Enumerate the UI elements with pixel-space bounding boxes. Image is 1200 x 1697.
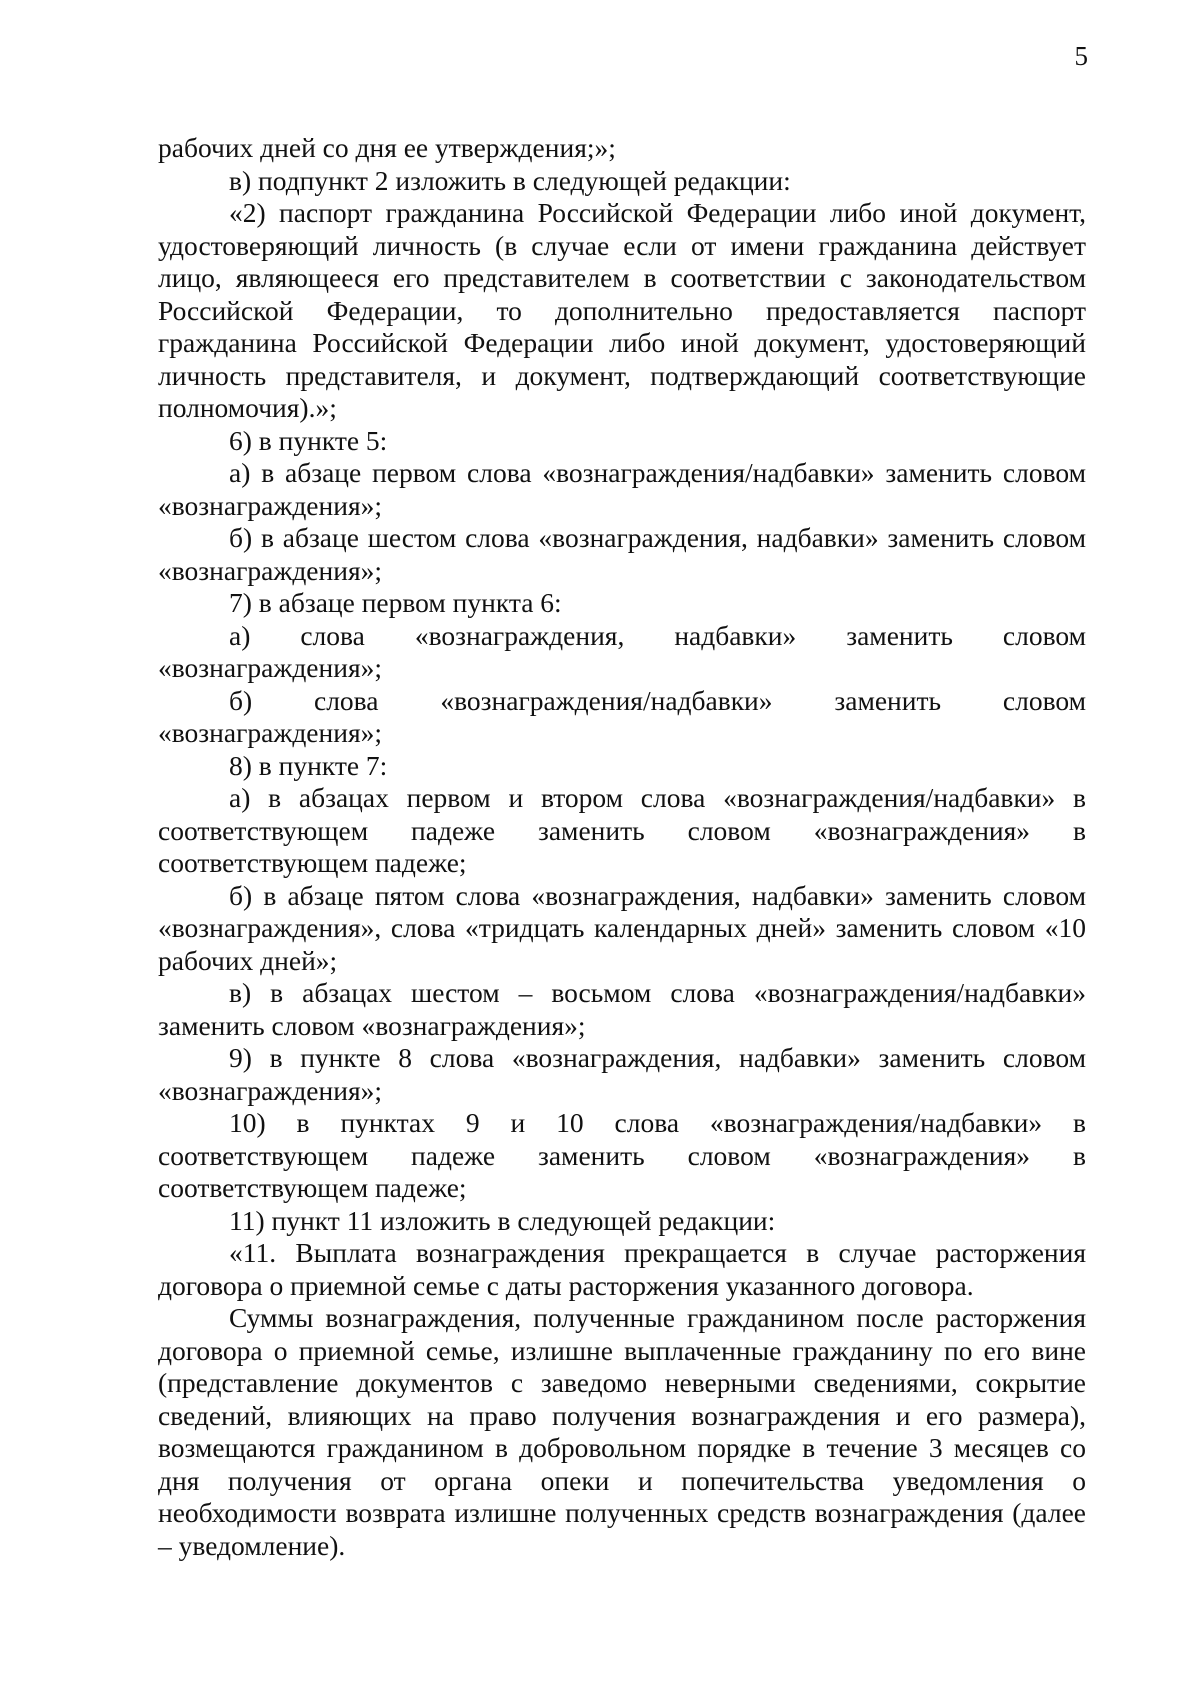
paragraph-item-11: 11) пункт 11 изложить в следующей редакции: bbox=[229, 1204, 776, 1236]
paragraph-refund-rules: Суммы вознаграждения, полученные гражданином после расторжения договора о приемной семье, излишне выплаченные гражданину по его вине (представление документов с заведомо неверными сведениями, сокрытие сведений, влияющих на право получения вознаграждения и его размера), возмещаются гражданином в добровольном порядке в течение 3 месяцев со дня получения от органа опеки и попечительства уведомления о необходимости возврата излишне полученных средств вознаграждения (далее – уведомление). bbox=[158, 1302, 1086, 1561]
paragraph-item-7-b: б) слова «вознаграждения/надбавки» заменить словом «вознаграждения»; bbox=[158, 684, 1086, 748]
paragraph-item-8-b: б) в абзаце пятом слова «вознаграждения, надбавки» заменить словом «вознаграждения», слова «тридцать календарных дней» заменить словом «10 рабочих дней»; bbox=[158, 879, 1086, 976]
paragraph-item-7-a: а) слова «вознаграждения, надбавки» заменить словом «вознаграждения»; bbox=[158, 619, 1086, 683]
paragraph-item-8-a: а) в абзацах первом и втором слова «вознаграждения/надбавки» в соответствующем падеже заменить словом «вознаграждения» в соответствующем падеже; bbox=[158, 782, 1086, 878]
paragraph-quoted-item-11: «11. Выплата вознаграждения прекращается в случае расторжения договора о приемной семье с даты расторжения указанного договора. bbox=[158, 1237, 1086, 1301]
document-body bbox=[158, 132, 1086, 1562]
paragraph-item-6-b: б) в абзаце шестом слова «вознаграждения, надбавки» заменить словом «вознаграждения»; bbox=[158, 522, 1086, 586]
paragraph-item-7: 7) в абзаце первом пункта 6: bbox=[229, 587, 562, 618]
paragraph-item-6: 6) в пункте 5: bbox=[229, 424, 388, 456]
paragraph-item-8-v: в) в абзацах шестом – восьмом слова «вознаграждения/надбавки» заменить словом «вознаграждения»; bbox=[158, 977, 1086, 1041]
page-number: 5 bbox=[1074, 41, 1088, 71]
paragraph-subitem-v: в) подпункт 2 изложить в следующей редакции: bbox=[229, 164, 791, 196]
paragraph-item-9: 9) в пункте 8 слова «вознаграждения, надбавки» заменить словом «вознаграждения»; bbox=[158, 1042, 1086, 1106]
paragraph-item-10: 10) в пунктах 9 и 10 слова «вознаграждения/надбавки» в соответствующем падеже заменить словом «вознаграждения» в соответствующем падеже; bbox=[158, 1107, 1086, 1203]
paragraph-continuation: рабочих дней со дня ее утверждения;»; bbox=[158, 132, 616, 163]
paragraph-quoted-item-2: «2) паспорт гражданина Российской Федерации либо иной документ, удостоверяющий личность (в случае если от имени гражданина действует лицо, являющееся его представителем в соответствии с законодательством Российской Федерации, то дополнительно предоставляется паспорт гражданина Российской Федерации либо иной документ, удостоверяющий личность представителя, и документ, подтверждающий соответствующие полномочия).»; bbox=[158, 197, 1086, 423]
paragraph-item-8: 8) в пункте 7: bbox=[229, 749, 388, 781]
paragraph-item-6-a: а) в абзаце первом слова «вознаграждения/надбавки» заменить словом «вознаграждения»; bbox=[158, 457, 1086, 521]
